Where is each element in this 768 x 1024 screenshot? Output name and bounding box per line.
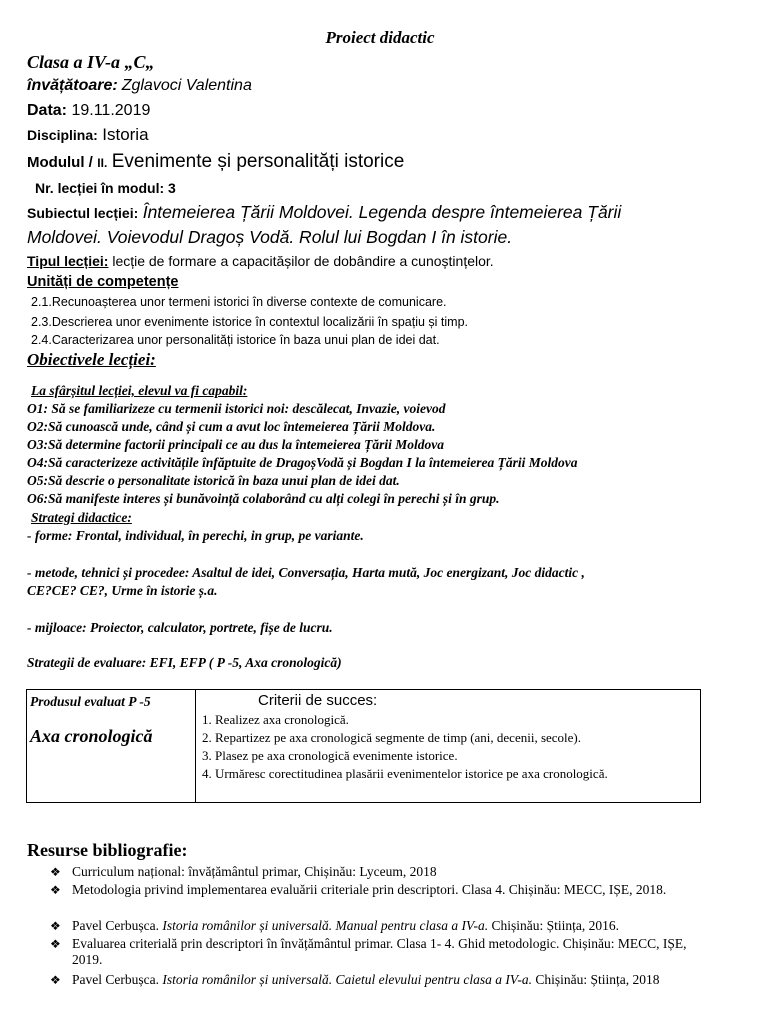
- lesson-type-label: Tipul lecției:: [27, 253, 109, 269]
- competency-item: 2.1.Recunoașterea unor termeni istorici în diverse contexte de comunicare.: [31, 295, 447, 309]
- subject-line-2: Moldovei. Voievodul Dragoș Vodă. Rolul lui Bogdan I în istorie.: [27, 227, 513, 247]
- resource-item: ❖ Pavel Cerbușca. Istoria românilor și universală. Caietul elevului pentru clasa a IV-a. Chișinău: Știința, 2018: [50, 972, 660, 987]
- module-number: II.: [97, 156, 108, 170]
- strategies-forms: - forme: Frontal, individual, în perechi, in grup, pe variante.: [27, 528, 364, 543]
- module-label: Modulul /: [27, 154, 93, 171]
- objectives-intro: La sfârșitul lecției, elevul va fi capabil:: [31, 383, 248, 398]
- objective-item: O3:Să determine factorii principali ce au dus la întemeierea Țării Moldova: [27, 437, 444, 452]
- product-label: Produsul evaluat P -5: [30, 694, 151, 709]
- criteria-table: [26, 689, 701, 803]
- module-row: [27, 151, 404, 173]
- criteria-item: 2. Repartizez pe axa cronologică segmente de timp (ani, decenii, secole).: [202, 730, 581, 745]
- resources-heading: Resurse bibliografie:: [27, 840, 188, 860]
- strategies-means: - mijloace: Proiector, calculator, portrete, fișe de lucru.: [27, 620, 333, 635]
- diamond-bullet-icon: ❖: [50, 973, 61, 987]
- document-title: Proiect didactic: [325, 28, 435, 47]
- strategies-evaluation: Strategii de evaluare: EFI, EFP ( P -5, Axa cronologică): [27, 655, 342, 670]
- criteria-item: 4. Urmăresc corectitudinea plasării evenimentelor istorice pe axa cronologică.: [202, 766, 608, 781]
- diamond-bullet-icon: ❖: [50, 865, 61, 879]
- product-name: Axa cronologică: [30, 726, 153, 746]
- competencies-heading: Unități de competențe: [27, 274, 179, 290]
- strategies-heading: Strategi didactice:: [31, 510, 132, 525]
- criteria-heading: Criterii de succes:: [258, 692, 378, 709]
- criteria-cell: [196, 690, 701, 803]
- resource-item: ❖ Evaluarea criterială prin descriptori în învățământul primar. Clasa 1- 4. Ghid metodologic. Chișinău: MECC, IȘE, 2019.: [50, 936, 687, 967]
- book-title: Istoria românilor și universală. Caietul elevului pentru clasa a IV-a.: [162, 972, 532, 987]
- teacher-label: învățătoare:: [27, 77, 118, 94]
- teacher-row: [27, 77, 252, 95]
- diamond-bullet-icon: ❖: [50, 883, 61, 897]
- resource-item: ❖ Pavel Cerbușca. Istoria românilor și universală. Manual pentru clasa a IV-a. Chișinău: Știința, 2016.: [50, 918, 619, 933]
- objective-item: O6:Să manifeste interes și bunăvoință colaborând cu alți colegi în perechi și în grup.: [27, 491, 500, 506]
- diamond-bullet-icon: ❖: [50, 919, 61, 933]
- subject-line-1: Întemeierea Țării Moldovei. Legenda despre întemeierea Țării: [142, 202, 622, 222]
- date-label: Data:: [27, 102, 68, 119]
- objective-item: O1: Să se familiarizeze cu termenii istorici noi: descălecat, Invazie, voievod: [27, 401, 446, 416]
- criteria-list: [202, 711, 700, 783]
- date-value: 19.11.2019: [71, 102, 151, 119]
- lesson-number: Nr. lecției în modul: 3: [35, 180, 176, 196]
- subject-row: [27, 202, 621, 223]
- criteria-item: 3. Plasez pe axa cronologică evenimente istorice.: [202, 748, 458, 763]
- objective-item: O2:Să cunoască unde, când și cum a avut loc întemeierea Țării Moldova.: [27, 419, 436, 434]
- lesson-type-row: [27, 253, 494, 269]
- book-title: Istoria românilor și universală. Manual pentru clasa a IV-a.: [162, 918, 489, 933]
- discipline-value: Istoria: [102, 125, 149, 144]
- objective-item: O5:Să descrie o personalitate istorică în baza unui plan de idei dat.: [27, 473, 400, 488]
- objectives-heading: Obiectivele lecției:: [27, 350, 156, 369]
- strategies-methods-2: CE?CE? CE?, Urme în istorie ș.a.: [27, 583, 218, 598]
- competency-item: 2.3.Descrierea unor evenimente istorice în contextul localizării în spațiu și timp.: [31, 315, 469, 329]
- product-cell: [27, 690, 196, 803]
- criteria-item: 1. Realizez axa cronologică.: [202, 712, 349, 727]
- competency-item: 2.4.Caracterizarea unor personalități istorice în baza unui plan de idei dat.: [31, 333, 440, 347]
- discipline-row: [27, 125, 149, 145]
- subject-label: Subiectul lecției:: [27, 205, 139, 221]
- teacher-value: Zglavoci Valentina: [121, 77, 252, 94]
- module-value: Evenimente și personalități istorice: [111, 151, 405, 172]
- lesson-type-value: lecție de formare a capacitășilor de dobândire a cunoștințelor.: [112, 253, 494, 269]
- objective-item: O4:Să caracterizeze activitățile înfăptuite de DragoșVodă și Bogdan I la întemeierea Țării Moldova: [27, 455, 578, 470]
- date-row: [27, 102, 150, 120]
- discipline-label: Disciplina:: [27, 127, 98, 143]
- strategies-methods-1: - metode, tehnici și procedee: Asaltul de idei, Conversația, Harta mută, Joc energizant, Joc didactic ,: [27, 565, 585, 580]
- resource-item: ❖ Curriculum național: învățământul primar, Chișinău: Lyceum, 2018: [50, 864, 437, 879]
- diamond-bullet-icon: ❖: [50, 937, 61, 951]
- resource-item: ❖ Metodologia privind implementarea evaluării criteriale prin descriptori. Clasa 4. Chișinău: MECC, IȘE, 2018.: [50, 882, 667, 897]
- class-line: Clasa a IV-a „C„: [27, 52, 155, 72]
